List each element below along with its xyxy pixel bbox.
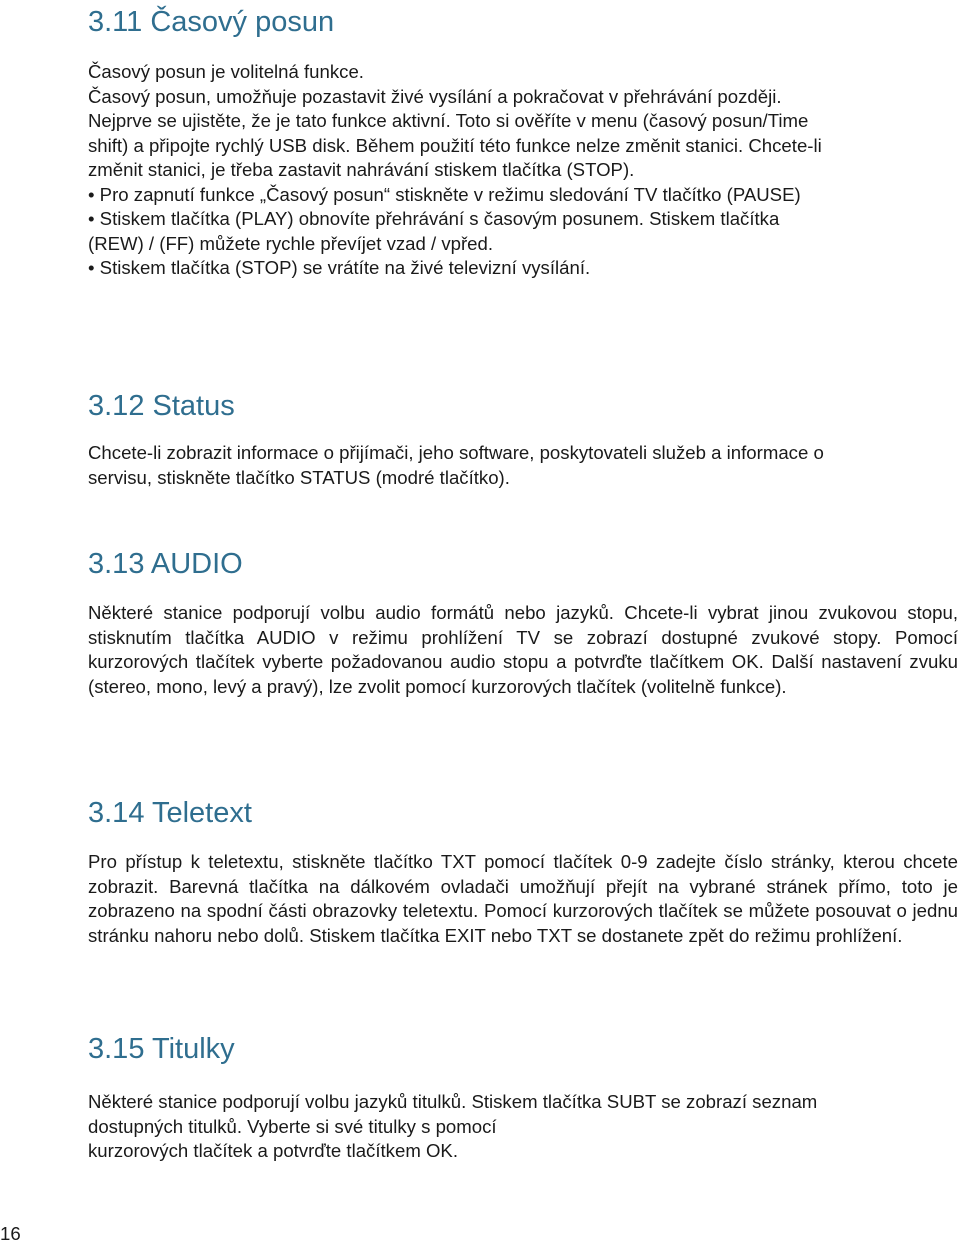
text-line: shift) a připojte rychlý USB disk. Během použití této funkce nelze změnit stanici. Chcete-li	[88, 134, 822, 156]
bullet-item: • Stiskem tlačítka (PLAY) obnovíte přehrávání s časovým posunem. Stiskem tlačítka	[88, 208, 780, 229]
section-body-3-14	[88, 850, 958, 948]
section-body-3-11	[88, 60, 958, 281]
section-heading-3-11: 3.11 Časový posun	[88, 6, 335, 38]
text-line: servisu, stiskněte tlačítko STATUS (modré tlačítko).	[88, 466, 510, 488]
paragraph: Některé stanice podporují volbu audio formátů nebo jazyků. Chcete-li vybrat jinou zvukovou stopu, stisknutím tlačítka AUDIO v režimu prohlížení TV se zobrazí dostupné zvukové stopy. Pomocí kurzorových tlačítek vyberte požadovanou audio stopu a potvrďte tlačítkem OK. Další nastavení zvuku (stereo, mono, levý a pravý), lze zvolit pomocí kurzorových tlačítek (volitelně funkce).	[88, 602, 958, 697]
paragraph: Pro přístup k teletextu, stiskněte tlačítko TXT pomocí tlačítek 0-9 zadejte číslo stránky, kterou chcete zobrazit. Barevná tlačítka na dálkovém ovladači umožňují přejít na vybrané stránek přímo, toto je zobrazeno na spodní části obrazovky teletextu. Pomocí kurzorových tlačítek se můžete posouvat o jednu stránku nahoru nebo dolů. Stiskem tlačítka EXIT nebo TXT se dostanete zpět do režimu prohlížení.	[88, 851, 958, 946]
bullet-item: • Stiskem tlačítka (STOP) se vrátíte na živé televizní vysílání.	[88, 257, 591, 278]
section-heading-3-14: 3.14 Teletext	[88, 797, 252, 829]
text-line: kurzorových tlačítek a potvrďte tlačítkem OK.	[88, 1140, 459, 1161]
section-heading-3-13: 3.13 AUDIO	[88, 548, 243, 580]
section-heading-3-12: 3.12 Status	[88, 390, 235, 422]
section-body-3-13	[88, 601, 958, 699]
page-number: 16	[0, 1223, 21, 1244]
text-line: Časový posun je volitelná funkce.	[88, 61, 364, 82]
text-line: Nejprve se ujistěte, že je tato funkce aktivní. Toto si ověříte v menu (časový posun/Time	[88, 110, 809, 131]
section-body-3-15	[88, 1090, 958, 1164]
section-body-3-12	[88, 441, 958, 490]
text-line: Některé stanice podporují volbu jazyků titulků. Stiskem tlačítka SUBT se zobrazí seznam	[88, 1091, 818, 1112]
text-line: dostupných titulků. Vyberte si své titulky s pomocí	[88, 1115, 497, 1137]
text-line: Časový posun, umožňuje pozastavit živé vysílání a pokračovat v přehrávání později.	[88, 85, 782, 107]
text-line: Chcete-li zobrazit informace o přijímači, jeho software, poskytovateli služeb a informace o	[88, 442, 824, 463]
text-line: (REW) / (FF) můžete rychle převíjet vzad / vpřed.	[88, 232, 494, 254]
section-heading-3-15: 3.15 Titulky	[88, 1033, 235, 1065]
text-line: změnit stanici, je třeba zastavit nahrávání stiskem tlačítka (STOP).	[88, 159, 635, 180]
bullet-item: • Pro zapnutí funkce „Časový posun“ stiskněte v režimu sledování TV tlačítko (PAUSE)	[88, 183, 801, 205]
